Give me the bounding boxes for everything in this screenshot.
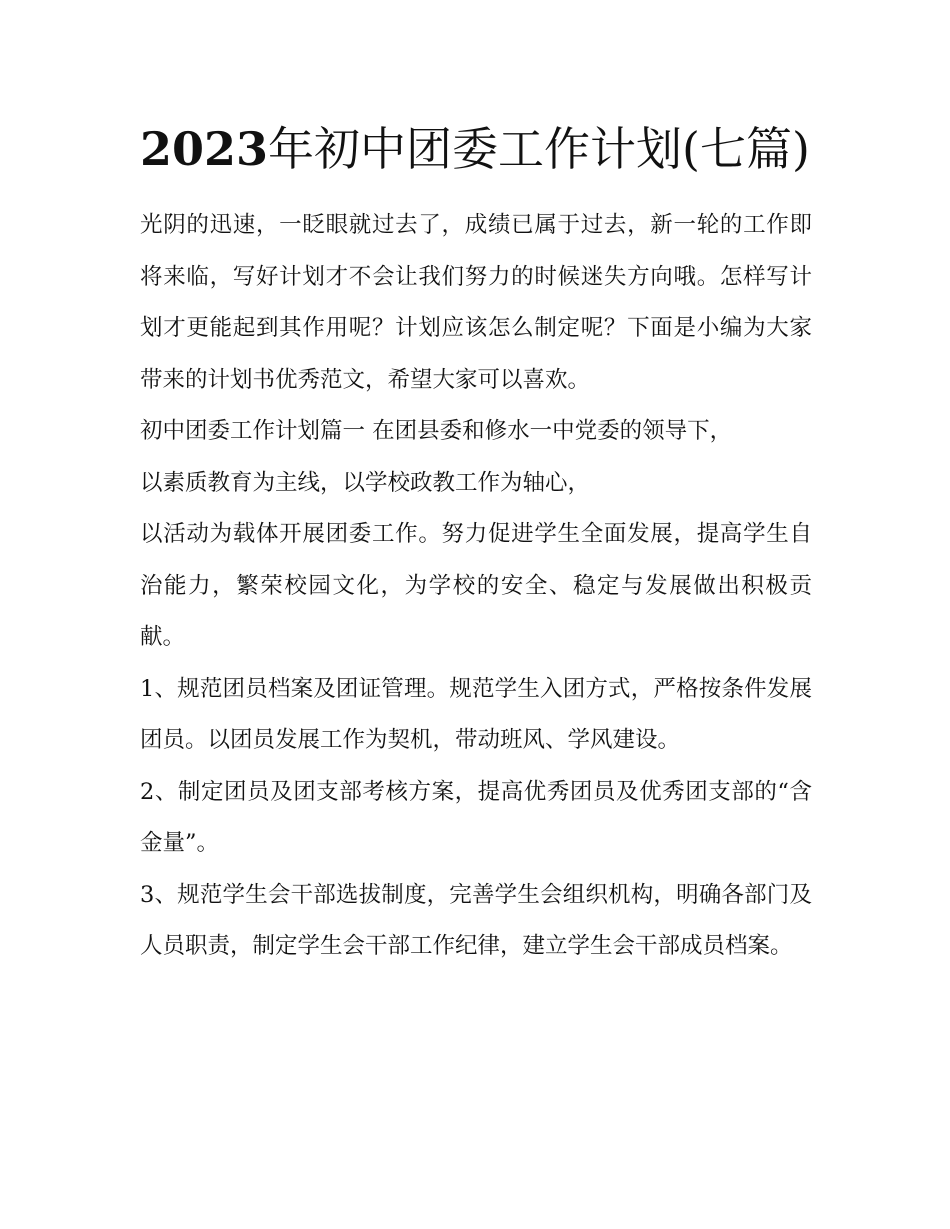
list-item-1: 1、规范团员档案及团证管理。规范学生入团方式，严格按条件发展团员。以团员发展工作为契机，带动班风、学风建设。 [140,675,812,753]
intro-paragraph: 光阴的迅速，一眨眼就过去了，成绩已属于过去，新一轮的工作即将来临，写好计划才不会让我们努力的时候迷失方向哦。怎样写计划才更能起到其作用呢？计划应该怎么制定呢？下面是小编为大家带来的计划书优秀范文，希望大家可以喜欢。 [140,212,812,393]
guideline-paragraph: 以素质教育为主线，以学校政教工作为轴心， [140,469,591,496]
title-year: 2023 [140,122,269,176]
document-page [140,112,812,973]
list-item-2: 2、制定团员及团支部考核方案，提高优秀团员及优秀团支部的“含金量”。 [140,778,812,856]
document-body [140,200,812,973]
document-title [140,112,812,186]
title-text: 年初中团委工作计划(七篇) [268,122,810,176]
goal-paragraph: 以活动为载体开展团委工作。努力促进学生全面发展，提高学生自治能力，繁荣校园文化，为学校的安全、稳定与发展做出积极贡献。 [140,521,812,650]
section-one-heading-paragraph: 初中团委工作计划篇一 在团县委和修水一中党委的领导下， [140,418,733,444]
list-item-3: 3、规范学生会干部选拔制度，完善学生会组织机构，明确各部门及人员职责，制定学生会干部工作纪律，建立学生会干部成员档案。 [140,881,812,959]
